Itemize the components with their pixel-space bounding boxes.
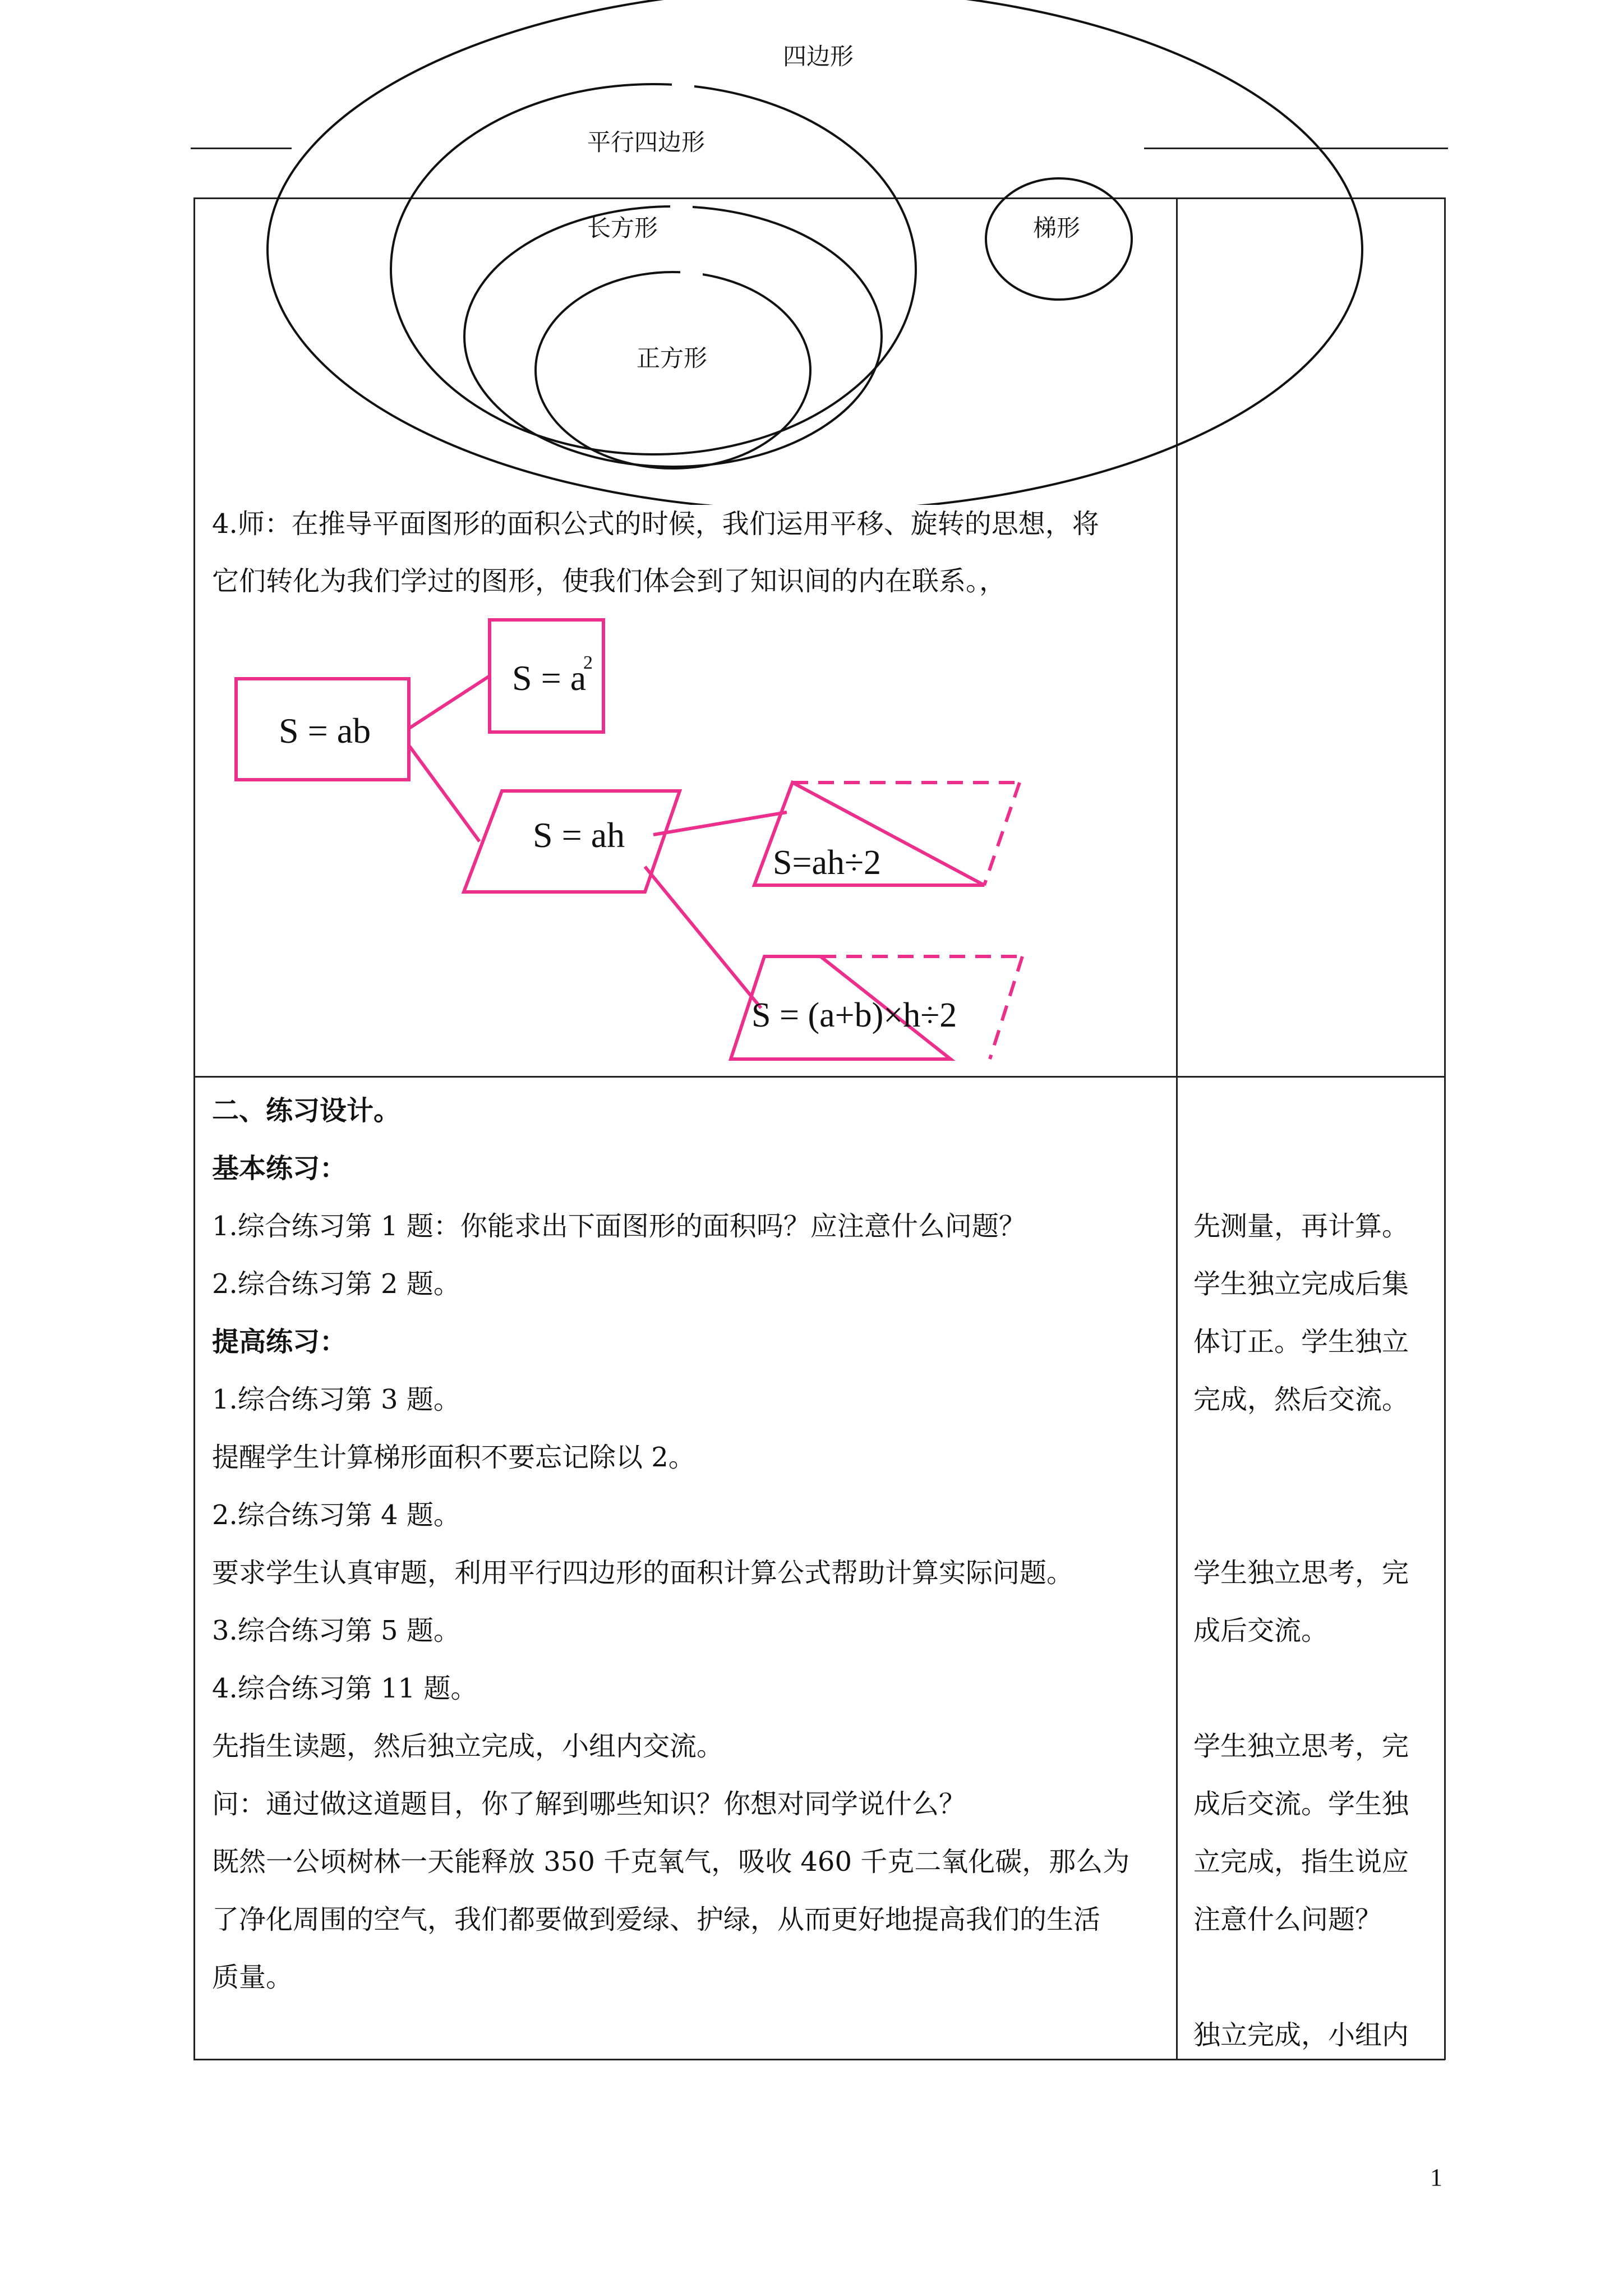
advanced-line-3: 2.综合练习第 4 题。	[212, 1499, 460, 1531]
advanced-line-5: 3.综合练习第 5 题。	[212, 1615, 460, 1646]
note-3-line-4: 注意什么问题？	[1193, 1904, 1382, 1935]
basic-item-2: 2.综合练习第 2 题。	[212, 1268, 460, 1300]
advanced-line-1: 1.综合练习第 3 题。	[212, 1384, 460, 1415]
note-3-line-1: 学生独立思考，完	[1193, 1731, 1409, 1762]
advanced-line-8: 问：通过做这道题目，你了解到哪些知识？你想对同学说什么？	[212, 1788, 966, 1820]
advanced-line-11: 质量。	[212, 1962, 293, 1993]
advanced-heading: 提高练习：	[212, 1326, 347, 1358]
label-trapezoid: 梯形	[1033, 214, 1081, 242]
note-3-line-2: 成后交流。学生独	[1193, 1788, 1409, 1820]
advanced-line-2: 提醒学生计算梯形面积不要忘记除以 2。	[212, 1442, 695, 1473]
trapezoid-formula: S = (a+b)×h÷2	[751, 996, 957, 1034]
para4-line2: 它们转化为我们学过的图形，使我们体会到了知识间的内在联系。，	[212, 565, 1007, 597]
label-square: 正方形	[637, 344, 708, 372]
page-number: 1	[1430, 2164, 1442, 2191]
advanced-line-9: 既然一公顷树林一天能释放 350 千克氧气，吸收 460 千克二氧化碳，那么为	[212, 1846, 1130, 1878]
rectangle-formula: S = ab	[279, 711, 371, 751]
advanced-line-7: 先指生读题，然后独立完成，小组内交流。	[212, 1731, 724, 1762]
note-1-line-3: 体订正。学生独立	[1193, 1326, 1409, 1358]
square-formula: S = a	[512, 658, 587, 698]
label-quadrilateral: 四边形	[783, 43, 854, 70]
basic-item-1: 1.综合练习第 1 题：你能求出下面图形的面积吗？应注意什么问题？	[212, 1211, 1026, 1242]
quadrilateral-ellipse	[268, 0, 1362, 505]
basic-heading: 基本练习：	[212, 1153, 347, 1184]
advanced-line-10: 了净化周围的空气，我们都要做到爱绿、护绿，从而更好地提高我们的生活	[212, 1904, 1101, 1935]
quadrilateral-venn-diagram	[0, 0, 1623, 505]
triangle-formula: S=ah÷2	[773, 844, 881, 882]
label-rectangle: 长方形	[587, 214, 658, 242]
rectangle-ellipse	[464, 206, 882, 467]
note-1-line-4: 完成，然后交流。	[1193, 1384, 1409, 1415]
note-4-line-1: 独立完成，小组内	[1193, 2019, 1409, 2051]
square-formula-exponent: 2	[583, 652, 593, 673]
note-2-line-1: 学生独立思考，完	[1193, 1557, 1409, 1589]
note-1-line-2: 学生独立完成后集	[1193, 1268, 1409, 1300]
label-parallelogram: 平行四边形	[587, 128, 706, 156]
practice-heading: 二、练习设计。	[212, 1095, 401, 1126]
note-3-line-3: 立完成，指生说应	[1193, 1846, 1409, 1878]
area-formula-diagram	[0, 606, 1623, 1111]
advanced-line-4: 要求学生认真审题，利用平行四边形的面积计算公式帮助计算实际问题。	[212, 1557, 1074, 1589]
note-1-line-1: 先测量，再计算。	[1193, 1211, 1409, 1242]
advanced-line-6: 4.综合练习第 11 题。	[212, 1673, 478, 1704]
table-bottom-border	[193, 2059, 1445, 2060]
note-2-line-2: 成后交流。	[1193, 1615, 1329, 1646]
para4-line1: 4.师：在推导平面图形的面积公式的时候，我们运用平移、旋转的思想，将	[212, 508, 1099, 540]
parallelogram-formula: S = ah	[533, 815, 625, 855]
